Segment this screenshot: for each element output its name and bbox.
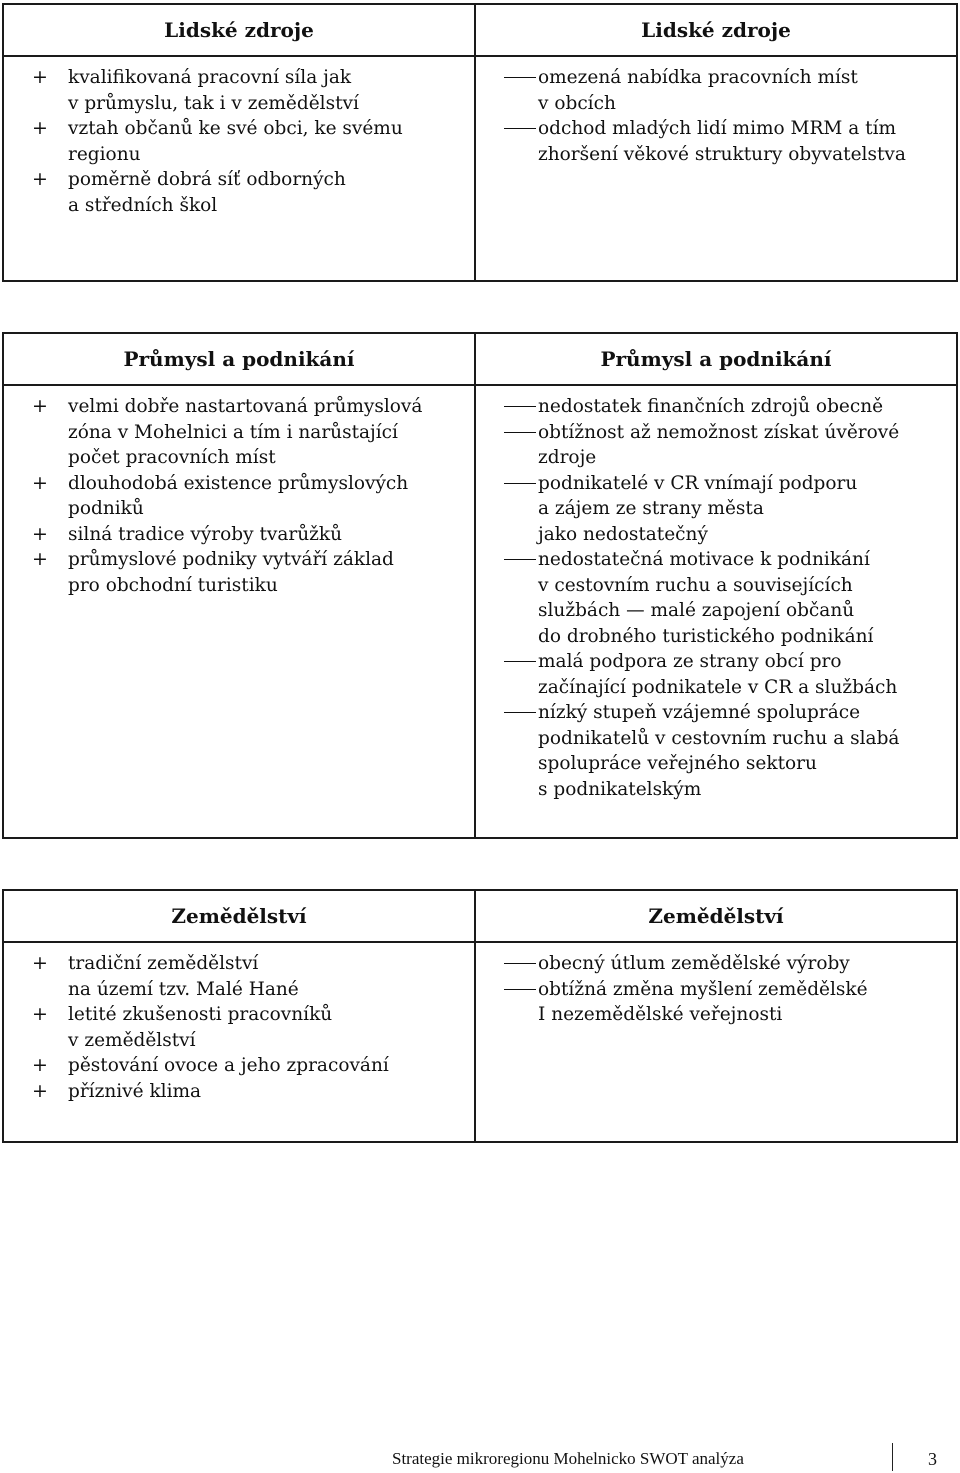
plus-icon: + [32, 66, 48, 88]
plus-icon: + [32, 471, 48, 494]
page-footer [392, 1443, 952, 1473]
item-text: nedostatečná motivace k podnikání v cestovním ruchu a souvisejících službách — malé zapojení občanů do drobného turistického podnikání [538, 549, 874, 647]
strength-item [4, 547, 474, 598]
strengths-list [4, 943, 474, 1104]
plus-icon: + [32, 548, 48, 570]
strengths-list [4, 386, 474, 598]
weakness-item [476, 65, 956, 116]
dash-icon [504, 559, 536, 560]
column-heading: Lidské zdroje [4, 5, 474, 57]
item-text: průmyslové podniky vytváří základ pro obchodní turistiku [68, 549, 394, 596]
plus-icon: + [32, 1079, 48, 1102]
dash-icon [504, 483, 536, 484]
weakness-item [476, 116, 956, 167]
strength-item [4, 951, 474, 1002]
strengths-list [4, 57, 474, 218]
dash-icon [504, 128, 536, 129]
item-text: poměrně dobrá síť odborných a středních škol [68, 169, 346, 216]
weaknesses-column [476, 5, 956, 280]
item-text: pěstování ovoce a jeho zpracování [68, 1055, 389, 1076]
column-heading: Průmysl a podnikání [4, 334, 474, 386]
item-text: odchod mladých lidí mimo MRM a tím zhoršení věkové struktury obyvatelstva [538, 118, 906, 165]
strengths-column [4, 5, 476, 280]
strength-item [4, 116, 474, 167]
weakness-item [476, 547, 956, 649]
weakness-item [476, 420, 956, 471]
item-text: silná tradice výroby tvarůžků [68, 523, 343, 545]
swot-table-lidske-zdroje [2, 3, 958, 282]
item-text: omezená nabídka pracovních míst v obcích [538, 67, 858, 114]
footer-divider [892, 1443, 893, 1471]
plus-icon: + [32, 395, 48, 417]
dash-icon [504, 432, 536, 433]
weakness-item [476, 951, 956, 977]
plus-icon: + [32, 522, 48, 545]
column-heading: Průmysl a podnikání [476, 334, 956, 386]
strength-item [4, 1053, 474, 1079]
plus-icon: + [32, 168, 48, 190]
strength-item [4, 65, 474, 116]
dash-icon [504, 989, 536, 990]
dash-icon [504, 661, 536, 662]
strengths-column [4, 334, 476, 837]
strength-item [4, 167, 474, 218]
item-text: malá podpora ze strany obcí pro začínající podnikatele v CR a službách [538, 651, 898, 698]
weakness-item [476, 471, 956, 548]
strength-item [4, 1079, 474, 1105]
strengths-column [4, 891, 476, 1141]
weaknesses-column [476, 891, 956, 1141]
item-text: obtížná změna myšlení zemědělské I nezemědělské veřejnosti [538, 978, 868, 1025]
column-heading: Lidské zdroje [476, 5, 956, 57]
weakness-item [476, 977, 956, 1028]
strength-item [4, 394, 474, 471]
weaknesses-list [476, 386, 956, 802]
weakness-item [476, 394, 956, 420]
column-heading: Zemědělství [4, 891, 474, 943]
item-text: obtížnost až nemožnost získat úvěrové zdroje [538, 421, 900, 468]
page-number: 3 [928, 1449, 937, 1469]
dash-icon [504, 712, 536, 713]
dash-icon [504, 406, 536, 407]
swot-table-zemedelstvi [2, 889, 958, 1143]
dash-icon [504, 77, 536, 78]
plus-icon: + [32, 1003, 48, 1025]
item-text: nedostatek finančních zdrojů obecně [538, 396, 884, 417]
strength-item [4, 471, 474, 522]
swot-table-prumysl-a-podnikani [2, 332, 958, 839]
column-heading: Zemědělství [476, 891, 956, 943]
weakness-item [476, 649, 956, 700]
plus-icon: + [32, 1054, 48, 1076]
item-text: nízký stupeň vzájemné spolupráce podnikatelů v cestovním ruchu a slabá spolupráce veřejného sektoru s podnikatelským [538, 702, 900, 800]
weaknesses-list [476, 57, 956, 167]
plus-icon: + [32, 117, 48, 139]
weaknesses-column [476, 334, 956, 837]
plus-icon: + [32, 952, 48, 974]
dash-icon [504, 963, 536, 964]
item-text: obecný útlum zemědělské výroby [538, 953, 850, 974]
strength-item [4, 1002, 474, 1053]
item-text: kvalifikovaná pracovní síla jak v průmyslu, tak i v zemědělství [68, 67, 359, 114]
item-text: letité zkušenosti pracovníků v zemědělství [68, 1004, 333, 1051]
item-text: příznivé klima [68, 1080, 202, 1102]
strength-item [4, 522, 474, 548]
weakness-item [476, 700, 956, 802]
item-text: velmi dobře nastartovaná průmyslová zóna v Mohelnici a tím i narůstající počet pracovních míst [68, 396, 423, 468]
item-text: tradiční zemědělství na území tzv. Malé Hané [68, 953, 299, 1000]
item-text: dlouhodobá existence průmyslových podniků [68, 472, 409, 519]
item-text: podnikatelé v CR vnímají podporu a zájem ze strany města jako nedostatečný [538, 472, 858, 545]
footer-title: Strategie mikroregionu Mohelnicko SWOT analýza [392, 1449, 744, 1468]
item-text: vztah občanů ke své obci, ke svému regionu [68, 118, 403, 165]
weaknesses-list [476, 943, 956, 1028]
